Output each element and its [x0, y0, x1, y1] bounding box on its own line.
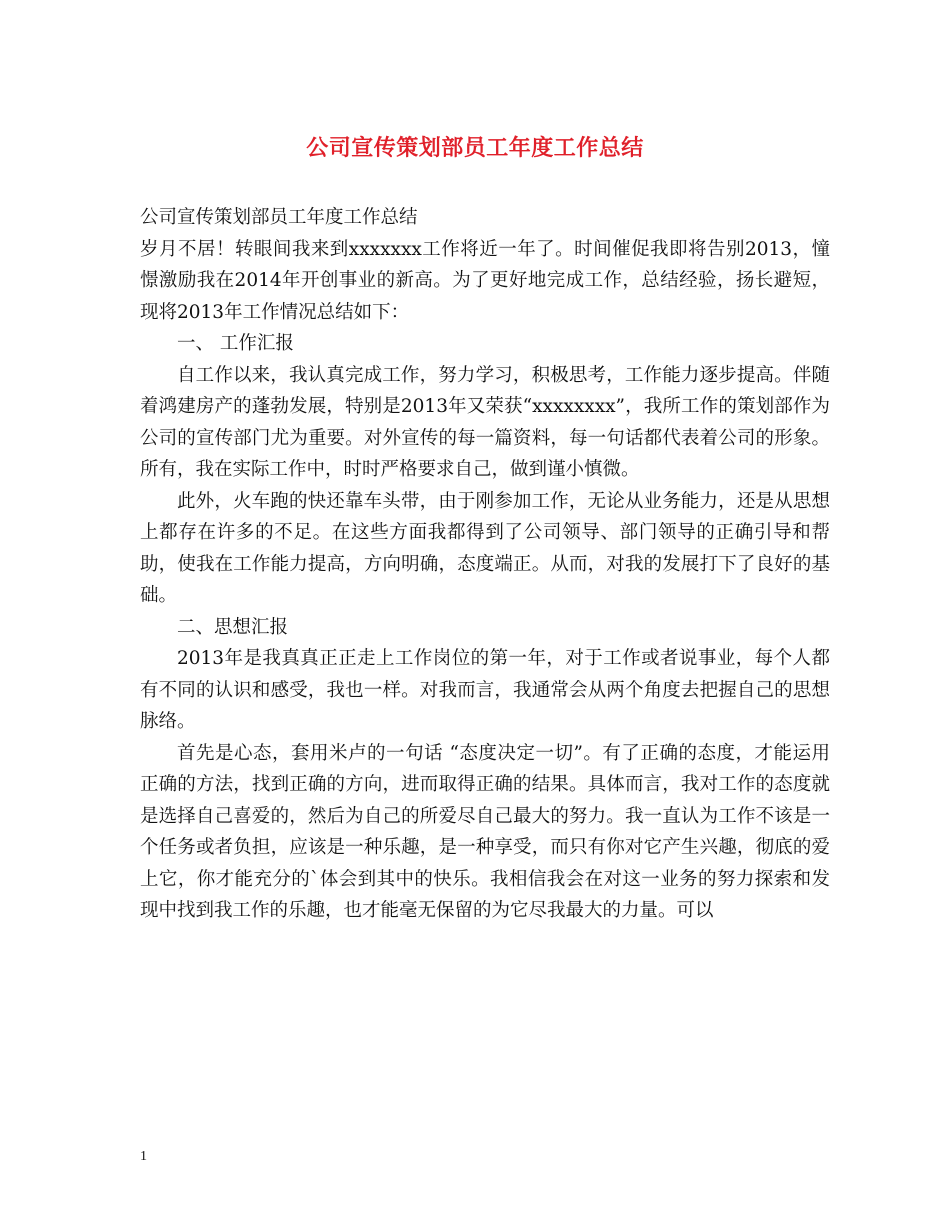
- section-heading-work-report: 一、 工作汇报: [177, 333, 294, 354]
- paragraph-work-1: 自工作以来，我认真完成工作，努力学习，积极思考，工作能力逐步提高。伴随着鸿建房产的蓬勃发展，特别是2013年又荣获“xxxxxxxx”，我所工作的策划部作为公司的宣传部门尤为重要。对外宣传的每一篇资料，每一句话都代表着公司的形象。所有，我在实际工作中，时时严格要求自己，做到谨小慎微。: [140, 364, 830, 480]
- document-body: [140, 202, 830, 927]
- section-heading-thought-report: 二、思想汇报: [177, 616, 289, 638]
- page-number: 1: [140, 1149, 147, 1164]
- paragraph-intro: 岁月不居！转眼间我来到xxxxxxx工作将近一年了。时间催促我即将告别2013，憧憬激励我在2014年开创事业的新高。为了更好地完成工作，总结经验，扬长避短，现将2013年工作情况总结如下：: [140, 238, 830, 323]
- paragraph-work-2: 此外，火车跑的快还靠车头带，由于刚参加工作，无论从业务能力，还是从思想上都存在许多的不足。在这些方面我都得到了公司领导、部门领导的正确引导和帮助，使我在工作能力提高，方向明确，态度端正。从而，对我的发展打下了良好的基础。: [140, 490, 830, 606]
- document-title: 公司宣传策划部员工年度工作总结: [306, 135, 644, 161]
- paragraph-thought-2: 首先是心态，套用米卢的一句话 “态度决定一切”。有了正确的态度，才能运用正确的方法，找到正确的方向，进而取得正确的结果。具体而言，我对工作的态度就是选择自己喜爱的，然后为自己的所爱尽自己最大的努力。我一直认为工作不该是一个任务或者负担，应该是一种乐趣，是一种享受，而只有你对它产生兴趣，彻底的爱上它，你才能充分的`体会到其中的快乐。我相信我会在对这一业务的努力探索和发现中找到我工作的乐趣，也才能毫无保留的为它尽我最大的力量。可以: [140, 742, 830, 921]
- paragraph-thought-1: 2013年是我真真正正走上工作岗位的第一年，对于工作或者说事业，每个人都有不同的认识和感受，我也一样。对我而言，我通常会从两个角度去把握自己的思想脉络。: [140, 648, 830, 732]
- paragraph-heading: 公司宣传策划部员工年度工作总结: [140, 207, 418, 228]
